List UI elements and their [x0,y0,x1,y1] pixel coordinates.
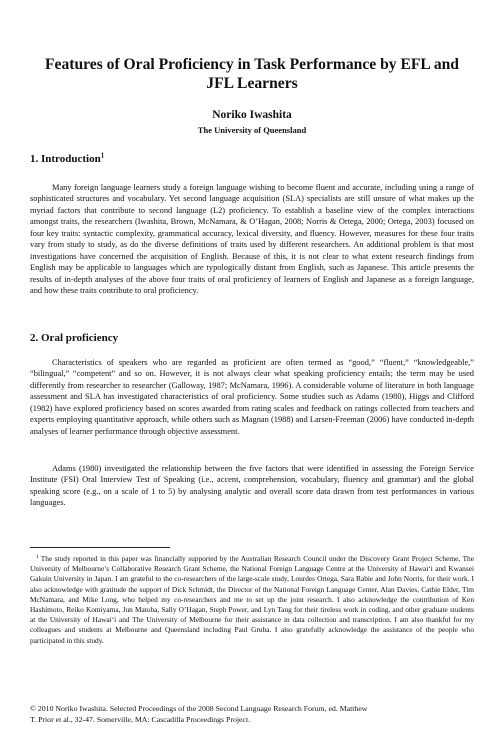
author-affiliation: The University of Queensland [197,125,307,135]
footnote-mark: 1 [36,553,39,560]
footnote-reference[interactable]: 1 [100,151,105,160]
footnote-text: The study reported in this paper was financially supported by the Australian Research Council under the Discovery Grant Project Scheme, The University of Melbourne’s Collaborative Research Grant Scheme, the National Foreign Language Centre at the University of Hawai‘i and Kwansei Gakuin University in Japan. I am grateful to the co-researchers of the large-scale study, Lourdes Ortega, Sara Rabie and John Norris, for their work. I also acknowledge with gratitude the support of Dick Schmidt, the Director of the National Foreign Language Center, Alan Davies, Cathie Elder, Tim McNamara, and Mike Long, who helped my co-researchers and me to set up the joint research. I also acknowledge the contribution of Ken Hashimoto, Reiko Komiyama, Jun Matoba, Sally O’Hagan, Steph Power, and Lyn Tang for their tireless work in coding, and other graduate students at the University of Hawai‘i and The University of Melbourne for their assistance in data collection and transcription. I am also thankful for my colleagues and students at Melbourne and Queensland including Paul Gruba. I also gratefully acknowledge the assistance of the people who participated in this study. [30,554,474,645]
footnote-divider [30,547,170,548]
copyright-line-1: © 2010 Noriko Iwashita. Selected Proceedings of the 2008 Second Language Research Forum, ed. Matthew [30,704,368,713]
section-heading-introduction [30,153,474,165]
copyright-notice [30,703,474,725]
paper-title: Features of Oral Proficiency in Task Performance by EFL and JFL Learners [45,56,459,92]
copyright-line-2: T. Prior et al., 32-47. Somerville, MA: Cascadilla Proceedings Project. [30,715,251,724]
oral-proficiency-paragraph-1: Characteristics of speakers who are regarded as proficient are often termed as “good,” “fluent,” “knowledgeable,” “bilingual,” “competent” and so on. However, it is not always clear what speaking proficiency entails; the term may be used differently from researcher to researcher (Galloway, 1987; McNamara, 1996). A considerable volume of literature in both language assessment and SLA has investigated characteristics of oral proficiency. Some studies such as Adams (1980), Higgs and Clifford (1982) have explored proficiency based on scores awarded from rating scales and feedback on ratings collected from teachers and experts employing quantitative approach, while others such as Magnan (1988) and Larsen-Freeman (2006) have conducted in-depth analyses of learner performance through objective assessment. [30,358,474,436]
section-heading-oral-proficiency: 2. Oral proficiency [30,332,119,344]
section-heading-text: 1. Introduction [30,153,101,165]
oral-proficiency-paragraph-2: Adams (1980) investigated the relationship between the five factors that were identified in assessing the Foreign Service Institute (FSI) Oral Interview Test of Speaking (i.e., accent, comprehension, vocabulary, fluency and grammar) and the global speaking score (e.g., on a scale of 1 to 5) by analysing analytic and overall score data drawn from test performances in various languages. [30,464,474,508]
author-name: Noriko Iwashita [212,109,292,121]
footnote [30,554,474,646]
introduction-paragraph: Many foreign language learners study a foreign language wishing to become fluent and accurate, including using a range of sophisticated structures and vocabulary. Yet second language acquisition (SLA) specialists are still unsure of what makes up the myriad factors that contribute to second language (L2) proficiency. To establish a baseline view of the complex interactions amongst traits, the researchers (Iwashita, Brown, McNamara, & O’Hagan, 2008; Norris & Ortega, 2000; Ortega, 2003) focused on four key traits: syntactic complexity, grammatical accuracy, lexical diversity, and fluency. However, measures for these four traits vary from study to study, as do the diverse definitions of traits used by different researchers. An additional problem is that most investigations have concerned the acquisition of English. Because of this, it is not clear to what extent research findings from English may be applicable to languages which are typologically distant from English, such as Japanese. This article presents the results of in-depth analyses of the above four traits of oral proficiency of learners of English and Japanese as a foreign language, and how these traits contribute to oral proficiency. [30,183,474,296]
